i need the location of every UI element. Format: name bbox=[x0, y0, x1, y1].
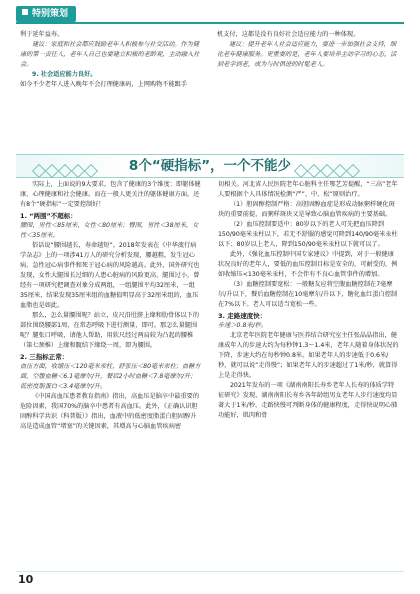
body-paragraph: 俗话说“腰围越长，寿命越短”。2018年发表在《中华流行病学杂志》上的一项涉41万人的研究分析发现，腰越粗，发生冠心病、急性冠心病事件和死于冠心病的风险越高。此外，国外研究也发现，女性大腿围长过细的人患心脏病的风险更高，腿围过小，曾经有一项研究把调查对象分成两组，一组腿围平均32厘米，一组35厘米，结果发现35厘米组的血糖值明显高于32厘米组的，血压血脂也是如此。 bbox=[20, 242, 200, 309]
criteria-text: 步速＞0.8米/秒。 bbox=[218, 322, 268, 329]
point-heading: 9. 社会适应能力良好。 bbox=[32, 71, 97, 78]
main-right-column bbox=[218, 180, 400, 421]
point-heading: 3. 走路速度快： bbox=[218, 312, 267, 320]
body-paragraph: 北京老年医院老年健康与医养结合研究室主任张晶晶指出，健康成年人的步速大约为每秒钟1.3～1.4米，老年人随着身体状况的下降，步速大约在每秒钟0.8米。如果老年人的步速低于0.6米/秒，就可以说“走得慢”；如果老年人的步速超过了1米/秒，就算得上是走得快。 bbox=[218, 332, 399, 379]
point-heading: 1. “两围”不超标： bbox=[20, 212, 77, 220]
top-left-column bbox=[20, 30, 203, 90]
footer-rule bbox=[16, 571, 404, 572]
criteria-text: 血压方面，收缩压＜120毫米汞柱，舒张压＜80毫米汞柱；血糖方面，空腹血糖＜6.1毫摩尔/升，餐后2小时血糖＜7.8毫摩尔/升；低密度脂蛋白＜3.4毫摩尔/升。 bbox=[20, 363, 201, 390]
body-paragraph: （2）血压控制要适中：80岁以下的老人可先把血压降到150/90毫米汞柱以下，若无不舒服的感觉可降到140/90毫米汞柱以下；80岁以上老人，降到150/90毫米汞柱以下就可以了。 bbox=[218, 221, 398, 248]
square-bullet-icon bbox=[22, 9, 28, 15]
main-article-section bbox=[20, 180, 400, 572]
section-tag bbox=[16, 6, 76, 22]
criteria-text: 腰围，男性＜85厘米，女性＜80厘米；臀围，男性＜38厘米，女性＜35厘米。 bbox=[20, 222, 199, 239]
top-right-column bbox=[217, 30, 400, 70]
diamond-ornament-right-icon bbox=[296, 161, 386, 170]
section-banner bbox=[16, 154, 404, 178]
top-article-section bbox=[20, 30, 400, 152]
banner-title: 8个“硬指标”，一个不能少 bbox=[128, 158, 292, 174]
section-tag-label: 特别策划 bbox=[32, 9, 69, 19]
advice-paragraph: 建议：提升老年人社会适应能力，要进一步加强社会支持，细化老年健康服务。更重要的是，老年人要培养主动学习的心态，活到老学到老，成为与时俱进的时髦老人。 bbox=[217, 41, 397, 68]
body-paragraph: 利于延年益寿。 bbox=[20, 31, 64, 38]
body-paragraph: 《中国高血压患者教育指南》指出，高血压是脑卒中最重要的危险因素，我国70%的脑卒中患者有高血压。此外，《正确认识胆固醇科学共识（科普版）》指出，血液中的低密度脂蛋白胆固醇升高是造成血管“堵塞”的关键因素，其增高与心脑血管疾病密 bbox=[20, 393, 200, 430]
body-paragraph: （1）胆固醇控制严格：高胆固醇血症是形成动脉粥样硬化斑块的重要前提，而粥样斑块又是导致心脑血管疾病的主要基础。 bbox=[218, 201, 395, 218]
body-paragraph: （3）血糖控制要宽松：一般糖友应将空腹血糖控制在7毫摩尔/升以下，餐后血糖控制在10毫摩尔/升以下，糖化血红蛋白控制在7%以下。老人可以适当宽松一些。 bbox=[218, 281, 398, 308]
body-paragraph: 切相关。河北省人民医院老年心脏科主任鄂艺芳提醒，“三高”老年人要根据个人具体情况检测“严”、中、松”原则治疗。 bbox=[218, 181, 398, 198]
body-paragraph: 那么，怎么量腰围呢？站立，皮尺沿肚脐上缘和肋骨体以下的部位围绕腰部1周，在常态呼吸下进行测量，即可。那怎么量腿围呢？腿张口呼吸，请他人帮助，用软尺经过两肩较为凸起的腰椎（第七颈椎）上缘和髋结下缘绕一周，即为腰围。 bbox=[20, 312, 200, 349]
page-number: 10 bbox=[18, 573, 34, 586]
main-left-column bbox=[20, 180, 202, 432]
advice-paragraph: 建议：家庭和社会都应鼓励老年人积极参与社交活动。作为健康的第一责任人，老年人自己也要建立积极的老龄观，主动融入社会。 bbox=[20, 41, 200, 68]
body-paragraph: 机支付，这都是没有良好社会适应能力的一种体现。 bbox=[217, 31, 360, 38]
header-rule bbox=[16, 22, 404, 24]
body-paragraph: 2021年发布的一项《湖南南阳长寿乡老年人长寿的体质学特征研究》发现，湖南南阳长寿乡各年龄组男女老年人步行速度均显著大于1米/秒，走路快慢可判断身体的健康程度，走得快说明心肺功能好，肌肉和骨 bbox=[218, 382, 398, 419]
body-paragraph: 实际上，上面说的9大要求，包含了健康的3个维度：即躯体健康、心理健康和社会健康。而在一般人更关注的躯体健康方面，还有8个“硬指标”一定要控制好！ bbox=[20, 181, 201, 208]
body-paragraph: 此外，《强化血压控制中国专家建议》中提到，对于一般健康状况良好的老年人，要低的血压控制目标是安全的，可耐受的，例如收缩压<130毫米汞柱，不会伴有不良心血管事件的增加。 bbox=[218, 251, 398, 278]
point-heading: 2. 三指标正常： bbox=[20, 353, 69, 361]
body-paragraph: 如今不少老年人进入晚年不会打理健康码，上网购物不能跟手 bbox=[20, 81, 188, 88]
